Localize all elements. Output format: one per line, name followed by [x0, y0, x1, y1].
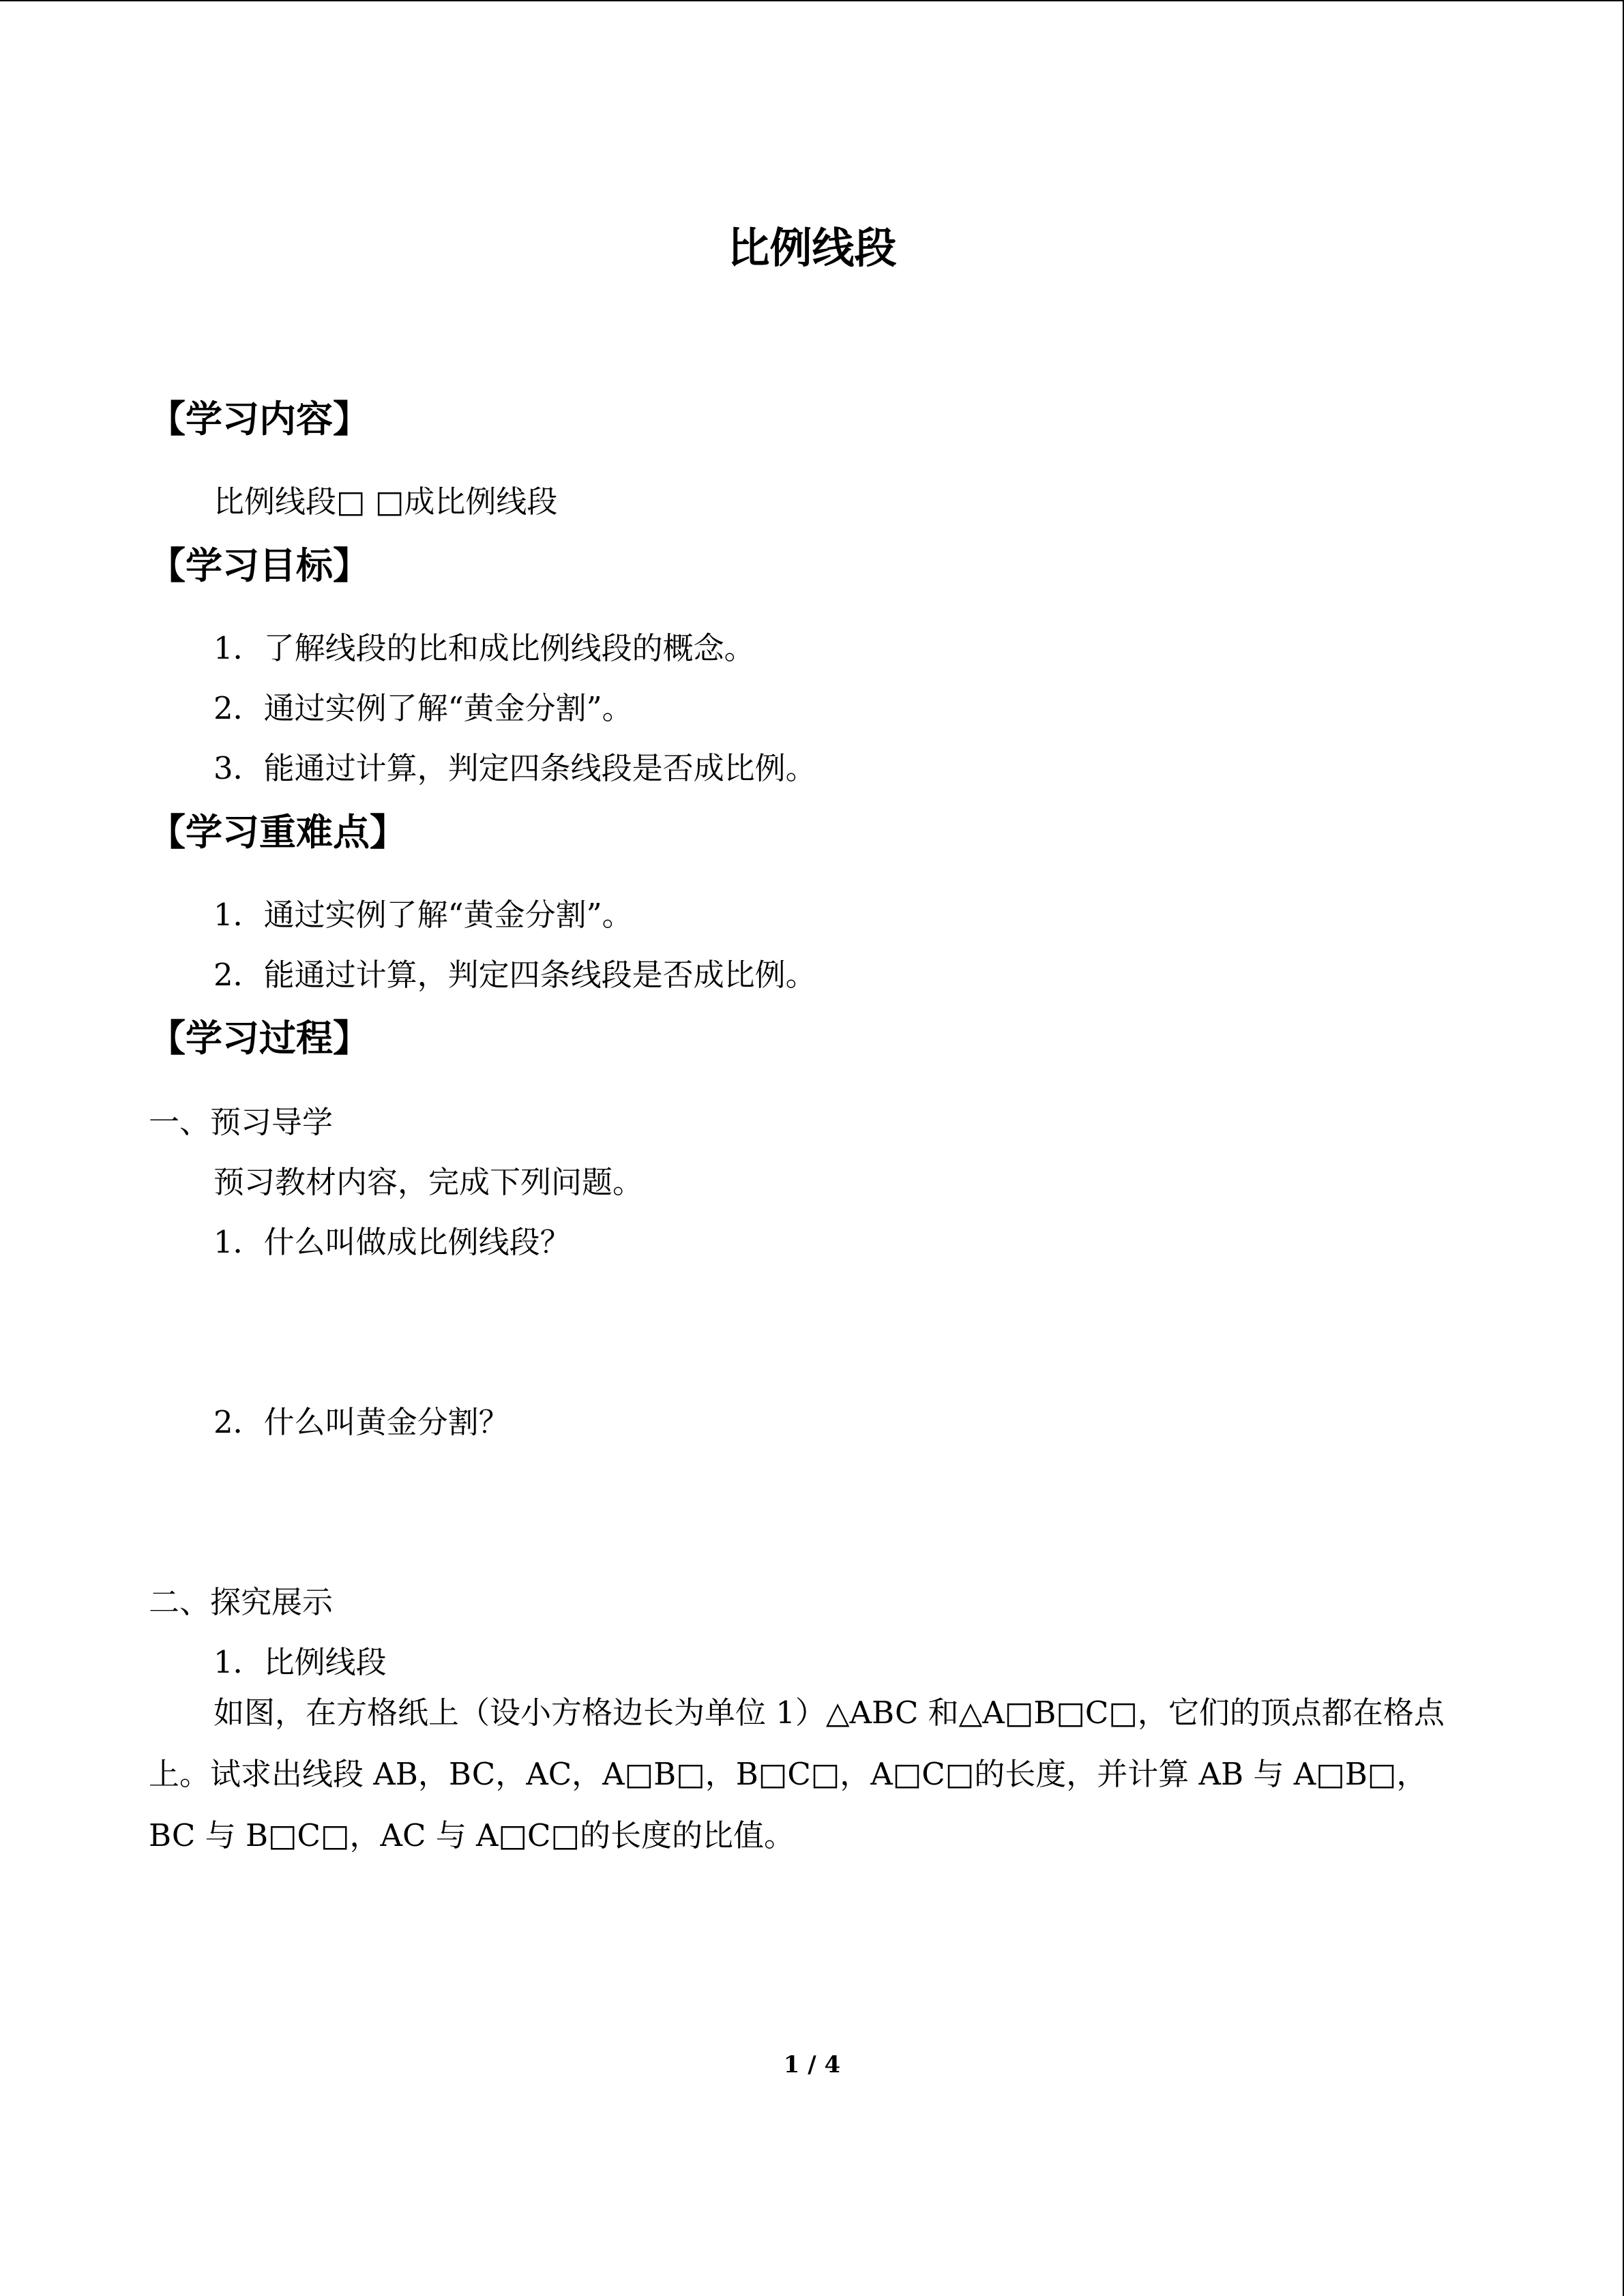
page-number: 1 / 4 [783, 2051, 841, 2078]
goal-item-2: 2．通过实例了解“黄金分割”。 [213, 690, 633, 726]
heading-process: 【学习过程】 [149, 1017, 370, 1060]
preview-title: 一、预习导学 [149, 1104, 334, 1140]
preview-question-1: 1．什么叫做成比例线段？ [213, 1224, 571, 1260]
key-point-item-1: 1．通过实例了解“黄金分割”。 [213, 897, 633, 933]
explore-subtitle-1: 1．比例线段 [213, 1644, 387, 1680]
preview-intro: 预习教材内容，完成下列问题。 [213, 1164, 644, 1200]
page-title: 比例线段 [727, 223, 897, 273]
explore-title: 二、探究展示 [149, 1584, 334, 1620]
heading-content: 【学习内容】 [149, 398, 370, 441]
heading-key-points: 【学习重难点】 [149, 811, 407, 854]
key-point-item-2: 2．能通过计算，判定四条线段是否成比例。 [213, 957, 816, 993]
explore-paragraph: 如图，在方格纸上（设小方格边长为单位 1）△ABC 和△A□B□C□，它们的顶点都在格点上。试求出线段 AB，BC，AC，A□B□，B□C□，A□C□的长度，并计算 AB 与 A□B□，BC 与 B□C□，AC 与 A□C□的长度的比值。 [149, 1695, 1445, 1853]
goal-item-1: 1．了解线段的比和成比例线段的概念。 [213, 630, 755, 666]
preview-question-2: 2．什么叫黄金分割？ [213, 1404, 510, 1440]
goal-item-3: 3．能通过计算，判定四条线段是否成比例。 [213, 750, 816, 786]
heading-goals: 【学习目标】 [149, 544, 370, 587]
content-text: 比例线段□ □成比例线段 [213, 483, 558, 520]
